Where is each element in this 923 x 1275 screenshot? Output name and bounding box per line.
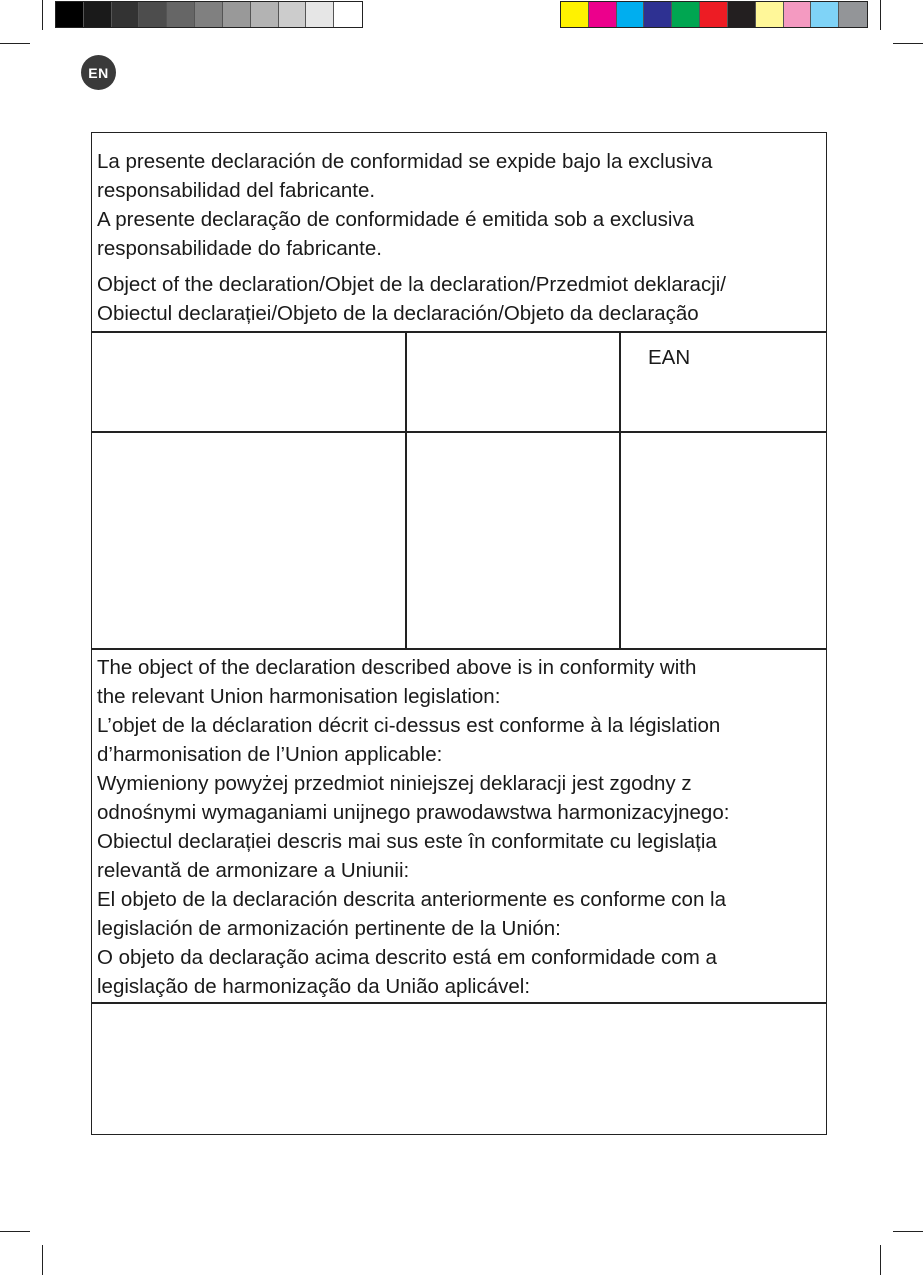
text-line: Object of the declaration/Objet de la declaration/Przedmiot deklaracji/ [97, 273, 727, 296]
text-line: Obiectul declarației/Objeto de la declaración/Objeto da declaração [97, 302, 699, 325]
table-bottom-border [92, 648, 826, 650]
color-calibration-strip [560, 1, 868, 28]
text-line: the relevant Union harmonisation legislation: [97, 685, 501, 708]
crop-mark-bottom-left-v [42, 1245, 43, 1275]
color-swatch [561, 2, 589, 27]
gray-swatch [167, 2, 195, 27]
color-swatch [672, 2, 700, 27]
table-column-divider-1 [405, 331, 407, 649]
text-line: legislação de harmonização da União aplicável: [97, 975, 531, 998]
color-swatch [839, 2, 867, 27]
text-line: El objeto de la declaración descrita anteriormente es conforme con la [97, 888, 727, 911]
text-line: d’harmonisation de l’Union applicable: [97, 743, 443, 766]
text-line: O objeto da declaração acima descrito está em conformidade com a [97, 946, 717, 969]
crop-mark-top-right-v [880, 0, 881, 30]
crop-mark-top-right-h [893, 43, 923, 44]
legislation-empty-box [92, 1004, 826, 1134]
gray-swatch [195, 2, 223, 27]
object-heading-text [97, 270, 726, 328]
grayscale-calibration-strip [55, 1, 363, 28]
text-line: L’objet de la déclaration décrit ci-dessus est conforme à la législation [97, 714, 721, 737]
text-line: responsabilidad del fabricante. [97, 179, 376, 202]
color-swatch [644, 2, 672, 27]
color-swatch [728, 2, 756, 27]
language-badge: EN [81, 55, 116, 90]
declaration-document [91, 132, 827, 1135]
crop-mark-bottom-left-h [0, 1231, 30, 1232]
text-line: relevantă de armonizare a Uniunii: [97, 859, 410, 882]
gray-swatch [306, 2, 334, 27]
text-line: A presente declaração de conformidade é emitida sob a exclusiva [97, 208, 695, 231]
text-line: odnośnymi wymaganiami unijnego prawodawstwa harmonizacyjnego: [97, 801, 730, 824]
table-top-border [92, 331, 826, 333]
color-swatch [756, 2, 784, 27]
text-line: Obiectul declarației descris mai sus este în conformitate cu legislația [97, 830, 717, 853]
gray-swatch [223, 2, 251, 27]
crop-mark-top-left-h [0, 43, 30, 44]
color-swatch [700, 2, 728, 27]
color-swatch [784, 2, 812, 27]
gray-swatch [334, 2, 362, 27]
crop-mark-bottom-right-v [880, 1245, 881, 1275]
color-swatch [811, 2, 839, 27]
gray-swatch [56, 2, 84, 27]
ean-label: EAN [648, 346, 691, 369]
color-swatch [589, 2, 617, 27]
responsibility-text [97, 147, 712, 263]
text-line: legislación de armonización pertinente de la Unión: [97, 917, 561, 940]
crop-mark-bottom-right-h [893, 1231, 923, 1232]
gray-swatch [279, 2, 307, 27]
text-line: responsabilidade do fabricante. [97, 237, 382, 260]
table-column-divider-2 [619, 331, 621, 649]
text-line: Wymieniony powyżej przedmiot niniejszej deklaracji jest zgodny z [97, 772, 692, 795]
gray-swatch [112, 2, 140, 27]
text-line: The object of the declaration described above is in conformity with [97, 656, 697, 679]
crop-mark-top-left-v [42, 0, 43, 30]
text-line: La presente declaración de conformidad se expide bajo la exclusiva [97, 150, 713, 173]
conformity-text [97, 653, 729, 1001]
gray-swatch [84, 2, 112, 27]
color-swatch [617, 2, 645, 27]
gray-swatch [251, 2, 279, 27]
table-row-divider [92, 431, 826, 433]
gray-swatch [139, 2, 167, 27]
